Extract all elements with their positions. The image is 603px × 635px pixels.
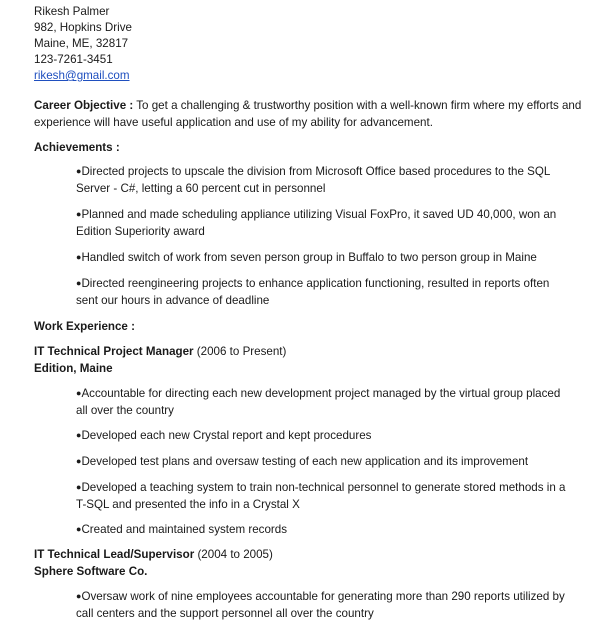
job-title: IT Technical Lead/Supervisor: [34, 548, 195, 561]
contact-city: Maine, ME, 32817: [34, 37, 129, 50]
resume-document: [34, 4, 594, 622]
bullet-icon: ●: [76, 430, 82, 440]
job-duties-list: [34, 588, 594, 622]
achievements-heading: Achievements :: [34, 141, 120, 154]
job-title-line: [34, 343, 594, 360]
job-duties-list: [34, 385, 594, 538]
job-company: Sphere Software Co.: [34, 565, 148, 578]
duty-text: Accountable for directing each new development project managed by the virtual group placed all over the country: [76, 387, 561, 417]
duty-text: Oversaw work of nine employees accountable for generating more than 290 reports utilized by call centers and the support personnel all over the country: [76, 590, 565, 620]
duty-text: Developed test plans and oversaw testing of each new application and its improvement: [81, 455, 529, 468]
duty-item: [76, 453, 566, 470]
achievement-text: Directed projects to upscale the division from Microsoft Office based procedures to the SQL Server - C#, letting a 60 percent cut in personnel: [76, 165, 550, 195]
bullet-icon: ●: [76, 388, 82, 398]
bullet-icon: ●: [76, 278, 82, 288]
duty-item: [76, 385, 566, 419]
bullet-icon: ●: [76, 524, 82, 534]
bullet-icon: ●: [76, 591, 82, 601]
achievement-item: [76, 206, 566, 240]
achievement-text: Handled switch of work from seven person group in Buffalo to two person group in Maine: [81, 251, 537, 264]
job-entry: [34, 546, 594, 622]
bullet-icon: ●: [76, 209, 82, 219]
duty-item: [76, 588, 566, 622]
contact-block: [34, 4, 594, 84]
contact-phone: 123-7261-3451: [34, 53, 113, 66]
work-experience-heading: Work Experience :: [34, 320, 135, 333]
achievement-text: Directed reengineering projects to enhance application functioning, resulted in reports often sent our hours in advance of deadline: [76, 277, 550, 307]
achievement-text: Planned and made scheduling appliance utilizing Visual FoxPro, it saved UD 40,000, won an Edition Superiority award: [76, 208, 557, 238]
career-objective: [34, 97, 594, 131]
job-dates: (2004 to 2005): [194, 548, 273, 561]
job-title: IT Technical Project Manager: [34, 345, 194, 358]
contact-name: Rikesh Palmer: [34, 5, 110, 18]
bullet-icon: ●: [76, 166, 82, 176]
contact-street: 982, Hopkins Drive: [34, 21, 132, 34]
duty-item: [76, 521, 566, 538]
contact-email-line: [34, 68, 594, 84]
job-entry: [34, 343, 594, 538]
duty-item: [76, 427, 566, 444]
bullet-icon: ●: [76, 482, 82, 492]
job-title-line: [34, 546, 594, 563]
bullet-icon: ●: [76, 456, 82, 466]
bullet-icon: ●: [76, 252, 82, 262]
job-company: Edition, Maine: [34, 362, 113, 375]
achievement-item: [76, 249, 566, 266]
achievements-list: [34, 163, 594, 309]
duty-text: Created and maintained system records: [81, 523, 288, 536]
duty-text: Developed each new Crystal report and kept procedures: [81, 429, 372, 442]
objective-label: Career Objective :: [34, 99, 134, 112]
job-dates: (2006 to Present): [193, 345, 287, 358]
duty-text: Developed a teaching system to train non-technical personnel to generate stored methods in a T-SQL and presented the info in a Crystal X: [76, 481, 566, 511]
objective-text: To get a challenging & trustworthy position with a well-known firm where my efforts and experience will have useful application and use of my ability for advancement.: [34, 99, 582, 129]
email-link[interactable]: rikesh@gmail.com: [34, 69, 130, 82]
achievement-item: [76, 275, 566, 309]
achievement-item: [76, 163, 566, 197]
duty-item: [76, 479, 566, 513]
